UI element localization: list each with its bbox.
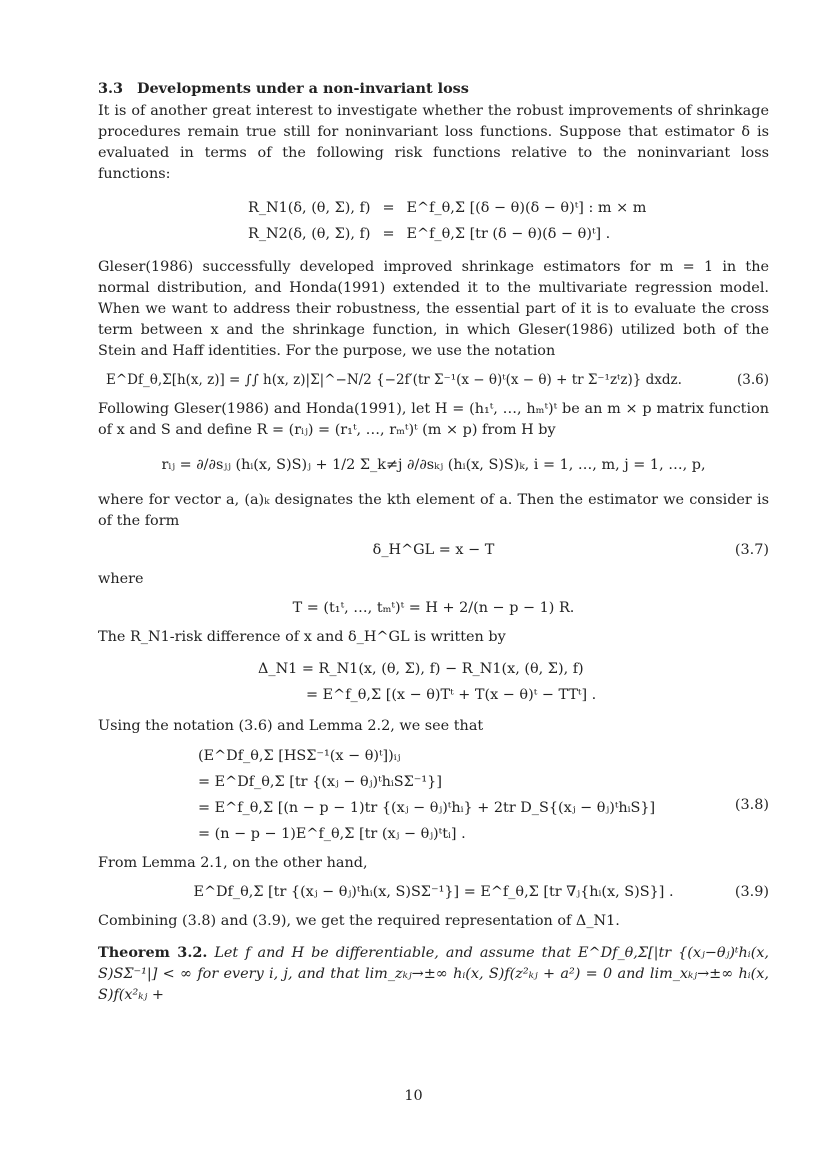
equation-3-6-tag: (3.6) [736,372,769,388]
section-heading [98,78,769,99]
equation-3-7 [98,540,769,561]
equation-rij-body: rᵢⱼ = ∂/∂sⱼⱼ (hᵢ(x, S)S)ⱼ + 1/2 Σ_k≠j ∂/∂sₖⱼ (hᵢ(x, S)S)ₖ, i = 1, …, m, j = 1, …, p, [161,457,706,473]
equation-T-definition [98,598,769,619]
risk-definitions [98,195,769,247]
equation-3-8-line-3: = (n − p − 1)E^f_θ,Σ [tr (xⱼ − θⱼ)ᵗtᵢ] . [198,826,466,842]
equation-3-8-line-1: = E^Df_θ,Σ [tr {(xⱼ − θⱼ)ᵗhᵢSΣ⁻¹}] [198,774,442,790]
equation-3-8-line-2: = E^f_θ,Σ [(n − p − 1)tr {(xⱼ − θⱼ)ᵗhᵢ} + 2tr D_S{(xⱼ − θⱼ)ᵗhᵢS}] [198,800,656,816]
equation-3-9-body: E^Df_θ,Σ [tr {(xⱼ − θⱼ)ᵗhᵢ(x, S)SΣ⁻¹}] = E^f_θ,Σ [tr ∇ⱼ{hᵢ(x, S)S}] . [193,884,674,900]
equals-sign: = [382,226,395,242]
equation-3-8 [198,743,769,847]
equation-3-8-line-0: (E^Df_θ,Σ [HSΣ⁻¹(x − θ)ᵗ])ᵢⱼ [198,748,401,764]
page-number: 10 [404,1088,423,1104]
paragraph-gleser: Gleser(1986) successfully developed improved shrinkage estimators for m = 1 in the normal distribution, and Honda(1991) extended it to the multivariate regression model. When we want to address their robustness, the essential part of it is to evaluate the cross term between x and the shrinkage function, in which Gleser(1986) utilized both of the Stein and Haff identities. For the purpose, we use the notation [98,259,769,359]
risk-n1-lhs: R_N1(δ, (θ, Σ), f) [247,200,371,216]
theorem-label: Theorem 3.2. [98,944,208,961]
equation-3-8-tag: (3.8) [734,797,769,813]
section-number: 3.3 [98,80,124,97]
delta-n1-line-2: = E^f_θ,Σ [(x − θ)Tᵗ + T(x − θ)ᵗ − TTᵗ] . [306,687,597,703]
paragraph-vector: where for vector a, (a)ₖ designates the kth element of a. Then the estimator we consider is of the form [98,492,769,529]
risk-n2-lhs: R_N2(δ, (θ, Σ), f) [247,226,371,242]
theorem-3-2 [98,942,769,1006]
delta-n1-equation [258,656,769,708]
section-title: Developments under a non-invariant loss [137,80,469,97]
equation-3-6-body: E^Df_θ,Σ[h(x, z)] = ∫∫ h(x, z)|Σ|^−N/2 {−2f′(tr Σ⁻¹(x − θ)ᵗ(x − θ) + tr Σ⁻¹zᵗz)} dxdz. [106,372,682,388]
equation-3-6 [98,370,769,391]
paragraph-intro: It is of another great interest to investigate whether the robust improvements of shrinkage procedures remain true still for noninvariant loss functions. Suppose that estimator δ is evaluated in terms of the following risk functions relative to the noninvariant loss functions: [98,103,769,182]
risk-n1-equation [98,195,769,221]
equation-3-9-tag: (3.9) [734,884,769,900]
delta-n1-line-1: Δ_N1 = R_N1(x, (θ, Σ), f) − R_N1(x, (θ, Σ), f) [258,661,584,677]
paper-page [98,78,769,1006]
paragraph-where: where [98,571,144,587]
paragraph-using-notation: Using the notation (3.6) and Lemma 2.2, we see that [98,718,484,734]
equals-sign: = [382,200,395,216]
paragraph-combining: Combining (3.8) and (3.9), we get the required representation of Δ_N1. [98,913,620,929]
equation-3-7-body: δ_H^GL = x − T [372,542,495,558]
risk-n1-rhs: E^f_θ,Σ [(δ − θ)(δ − θ)ᵗ] : m × m [406,200,647,216]
equation-3-7-tag: (3.7) [734,542,769,558]
risk-n2-equation [98,221,769,247]
theorem-body: Let f and H be differentiable, and assume that E^Df_θ,Σ[|tr {(xⱼ−θⱼ)ᵗhᵢ(x, S)SΣ⁻¹|] < ∞ for every i, j, and that lim_zₖⱼ→±∞ hᵢ(x, S)f(z²ₖⱼ + a²) = 0 and lim_xₖⱼ→±∞ hᵢ(x, S)f(x²ₖⱼ + [98,945,769,1003]
equation-3-9 [98,882,769,903]
paragraph-risk-difference: The R_N1-risk difference of x and δ_H^GL is written by [98,629,506,645]
risk-n2-rhs: E^f_θ,Σ [tr (δ − θ)(δ − θ)ᵗ] . [406,226,611,242]
equation-rij [98,455,769,476]
paragraph-lemma: From Lemma 2.1, on the other hand, [98,855,368,871]
paragraph-following: Following Gleser(1986) and Honda(1991), let H = (h₁ᵗ, …, hₘᵗ)ᵗ be an m × p matrix function of x and S and define R = (rᵢⱼ) = (r₁ᵗ, …, rₘᵗ)ᵗ (m × p) from H by [98,401,769,438]
equation-T-definition-body: T = (t₁ᵗ, …, tₘᵗ)ᵗ = H + 2/(n − p − 1) R. [292,600,575,616]
